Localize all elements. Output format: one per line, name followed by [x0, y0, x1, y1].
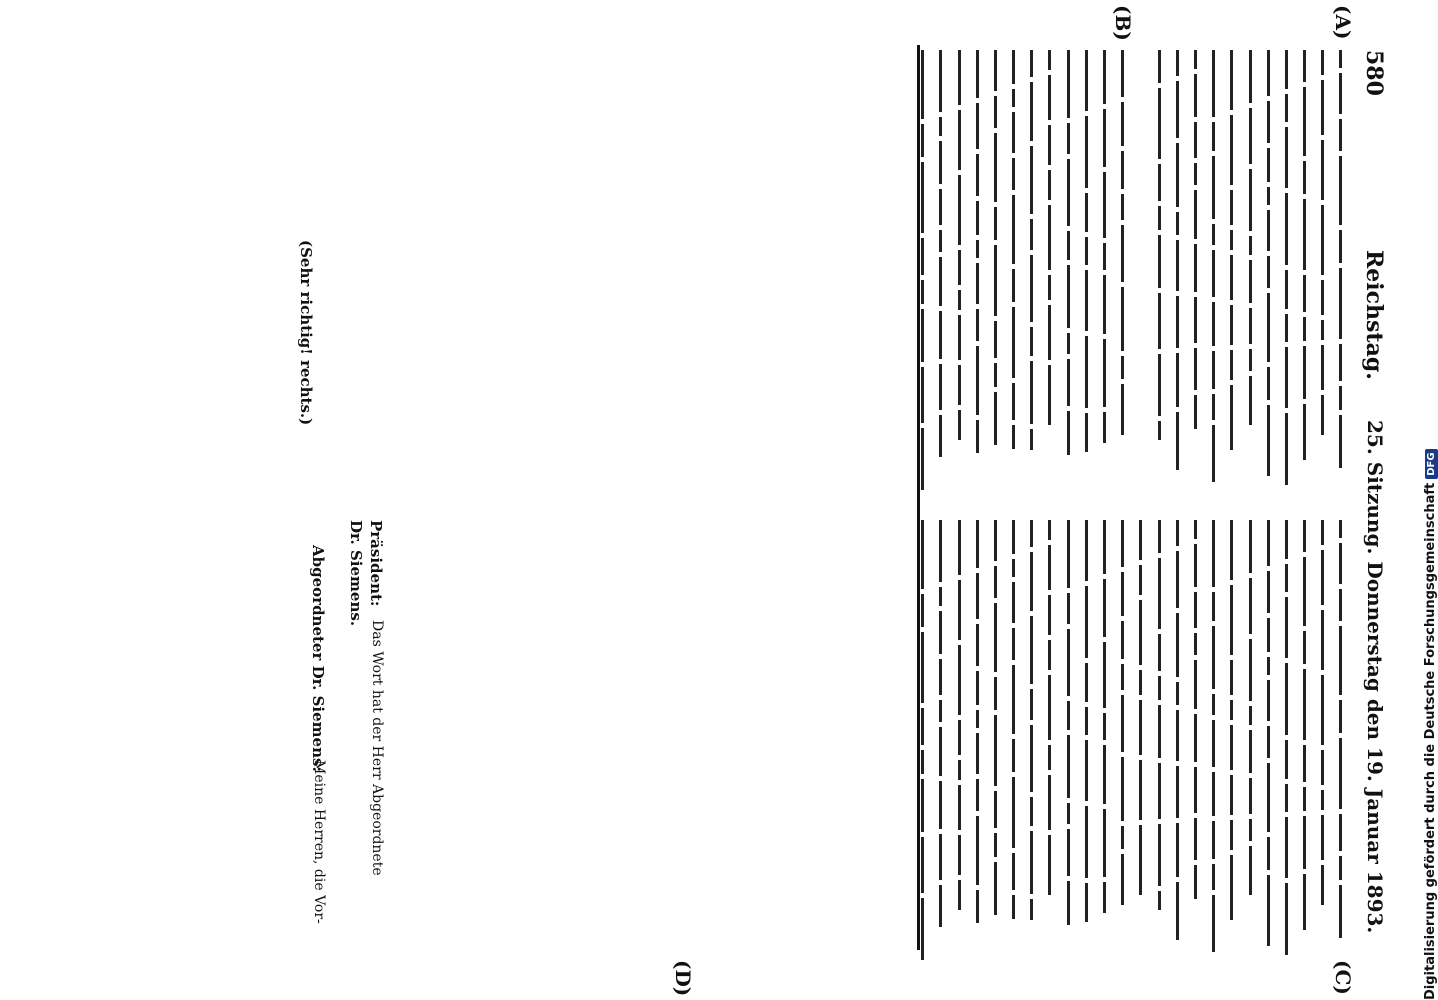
- text-line: [1295, 50, 1313, 470]
- text-line: [986, 520, 1004, 940]
- text-line: [914, 520, 932, 940]
- text-line: [1114, 520, 1132, 940]
- text-line: [1150, 520, 1168, 940]
- speaker-name: Dr. Siemens.: [347, 520, 365, 627]
- text-line: [1314, 50, 1332, 470]
- text-line: [914, 50, 932, 470]
- text-line: [1023, 50, 1041, 470]
- publication-title: Reichstag.: [1361, 250, 1387, 380]
- text-line: [950, 520, 968, 940]
- deputy-label: Abgeordneter Dr. Siemens:: [309, 545, 327, 772]
- text-line: [1132, 520, 1150, 940]
- text-line: [1004, 50, 1022, 470]
- text-line: [1295, 520, 1313, 940]
- margin-letter-b: (B): [1111, 5, 1135, 41]
- text-line: [1059, 520, 1077, 940]
- text-line: [1114, 50, 1132, 470]
- page-number: 580: [1361, 50, 1387, 96]
- text-line: [1223, 50, 1241, 470]
- text-line: [986, 50, 1004, 470]
- text-line: [1041, 50, 1059, 470]
- text-line: [950, 50, 968, 470]
- dfg-logo: DFG: [1425, 449, 1438, 478]
- text-line: [1277, 520, 1295, 940]
- text-line: [932, 50, 950, 470]
- text-line: [1241, 520, 1259, 940]
- text-line: [1041, 520, 1059, 940]
- text-line: [1095, 520, 1113, 940]
- text-line: [1186, 50, 1204, 470]
- text-line: [1205, 520, 1223, 940]
- text-line: [932, 520, 950, 940]
- text-line: [1095, 50, 1113, 470]
- text-line: [1259, 50, 1277, 470]
- deputy-speech: Meine Herren, die Vor-: [311, 760, 327, 924]
- page-header: [1353, 0, 1393, 1000]
- session-info: 25. Sitzung. Donnerstag den 19. Januar 1893.: [1363, 420, 1387, 934]
- text-line: [1150, 50, 1168, 470]
- left-column: [914, 50, 1351, 470]
- text-line: [1186, 520, 1204, 940]
- text-line: [1077, 50, 1095, 470]
- footer-credit: [1423, 449, 1438, 1000]
- text-line: [1277, 50, 1295, 470]
- footer: [1403, 0, 1438, 1000]
- text-line: [1023, 520, 1041, 940]
- text-line: [968, 520, 986, 940]
- text-line: [1077, 520, 1095, 940]
- text-line: [1004, 520, 1022, 940]
- text-line: [1241, 50, 1259, 470]
- president-label: Präsident:: [367, 520, 385, 607]
- margin-letter-a: (A): [1331, 5, 1355, 40]
- text-line: [1059, 50, 1077, 470]
- text-line: [1259, 520, 1277, 940]
- text-line: [1314, 520, 1332, 940]
- text-line: [1332, 50, 1350, 470]
- president-speech: Das Wort hat der Herr Abgeordnete: [369, 620, 385, 876]
- footer-credit-text: Digitalisierung gefördert durch die Deutsche Forschungsgemeinschaft: [1423, 482, 1438, 1000]
- margin-letter-d: (D): [671, 960, 695, 997]
- text-line: [1132, 50, 1150, 470]
- text-line: [1168, 50, 1186, 470]
- right-column: [914, 520, 1351, 940]
- text-line: [1168, 520, 1186, 940]
- text-line: [968, 50, 986, 470]
- text-line: [1332, 520, 1350, 940]
- applause-note: (Sehr richtig! rechts.): [297, 240, 315, 426]
- text-line: [1205, 50, 1223, 470]
- text-line: [1223, 520, 1241, 940]
- margin-letter-c: (C): [1331, 960, 1355, 995]
